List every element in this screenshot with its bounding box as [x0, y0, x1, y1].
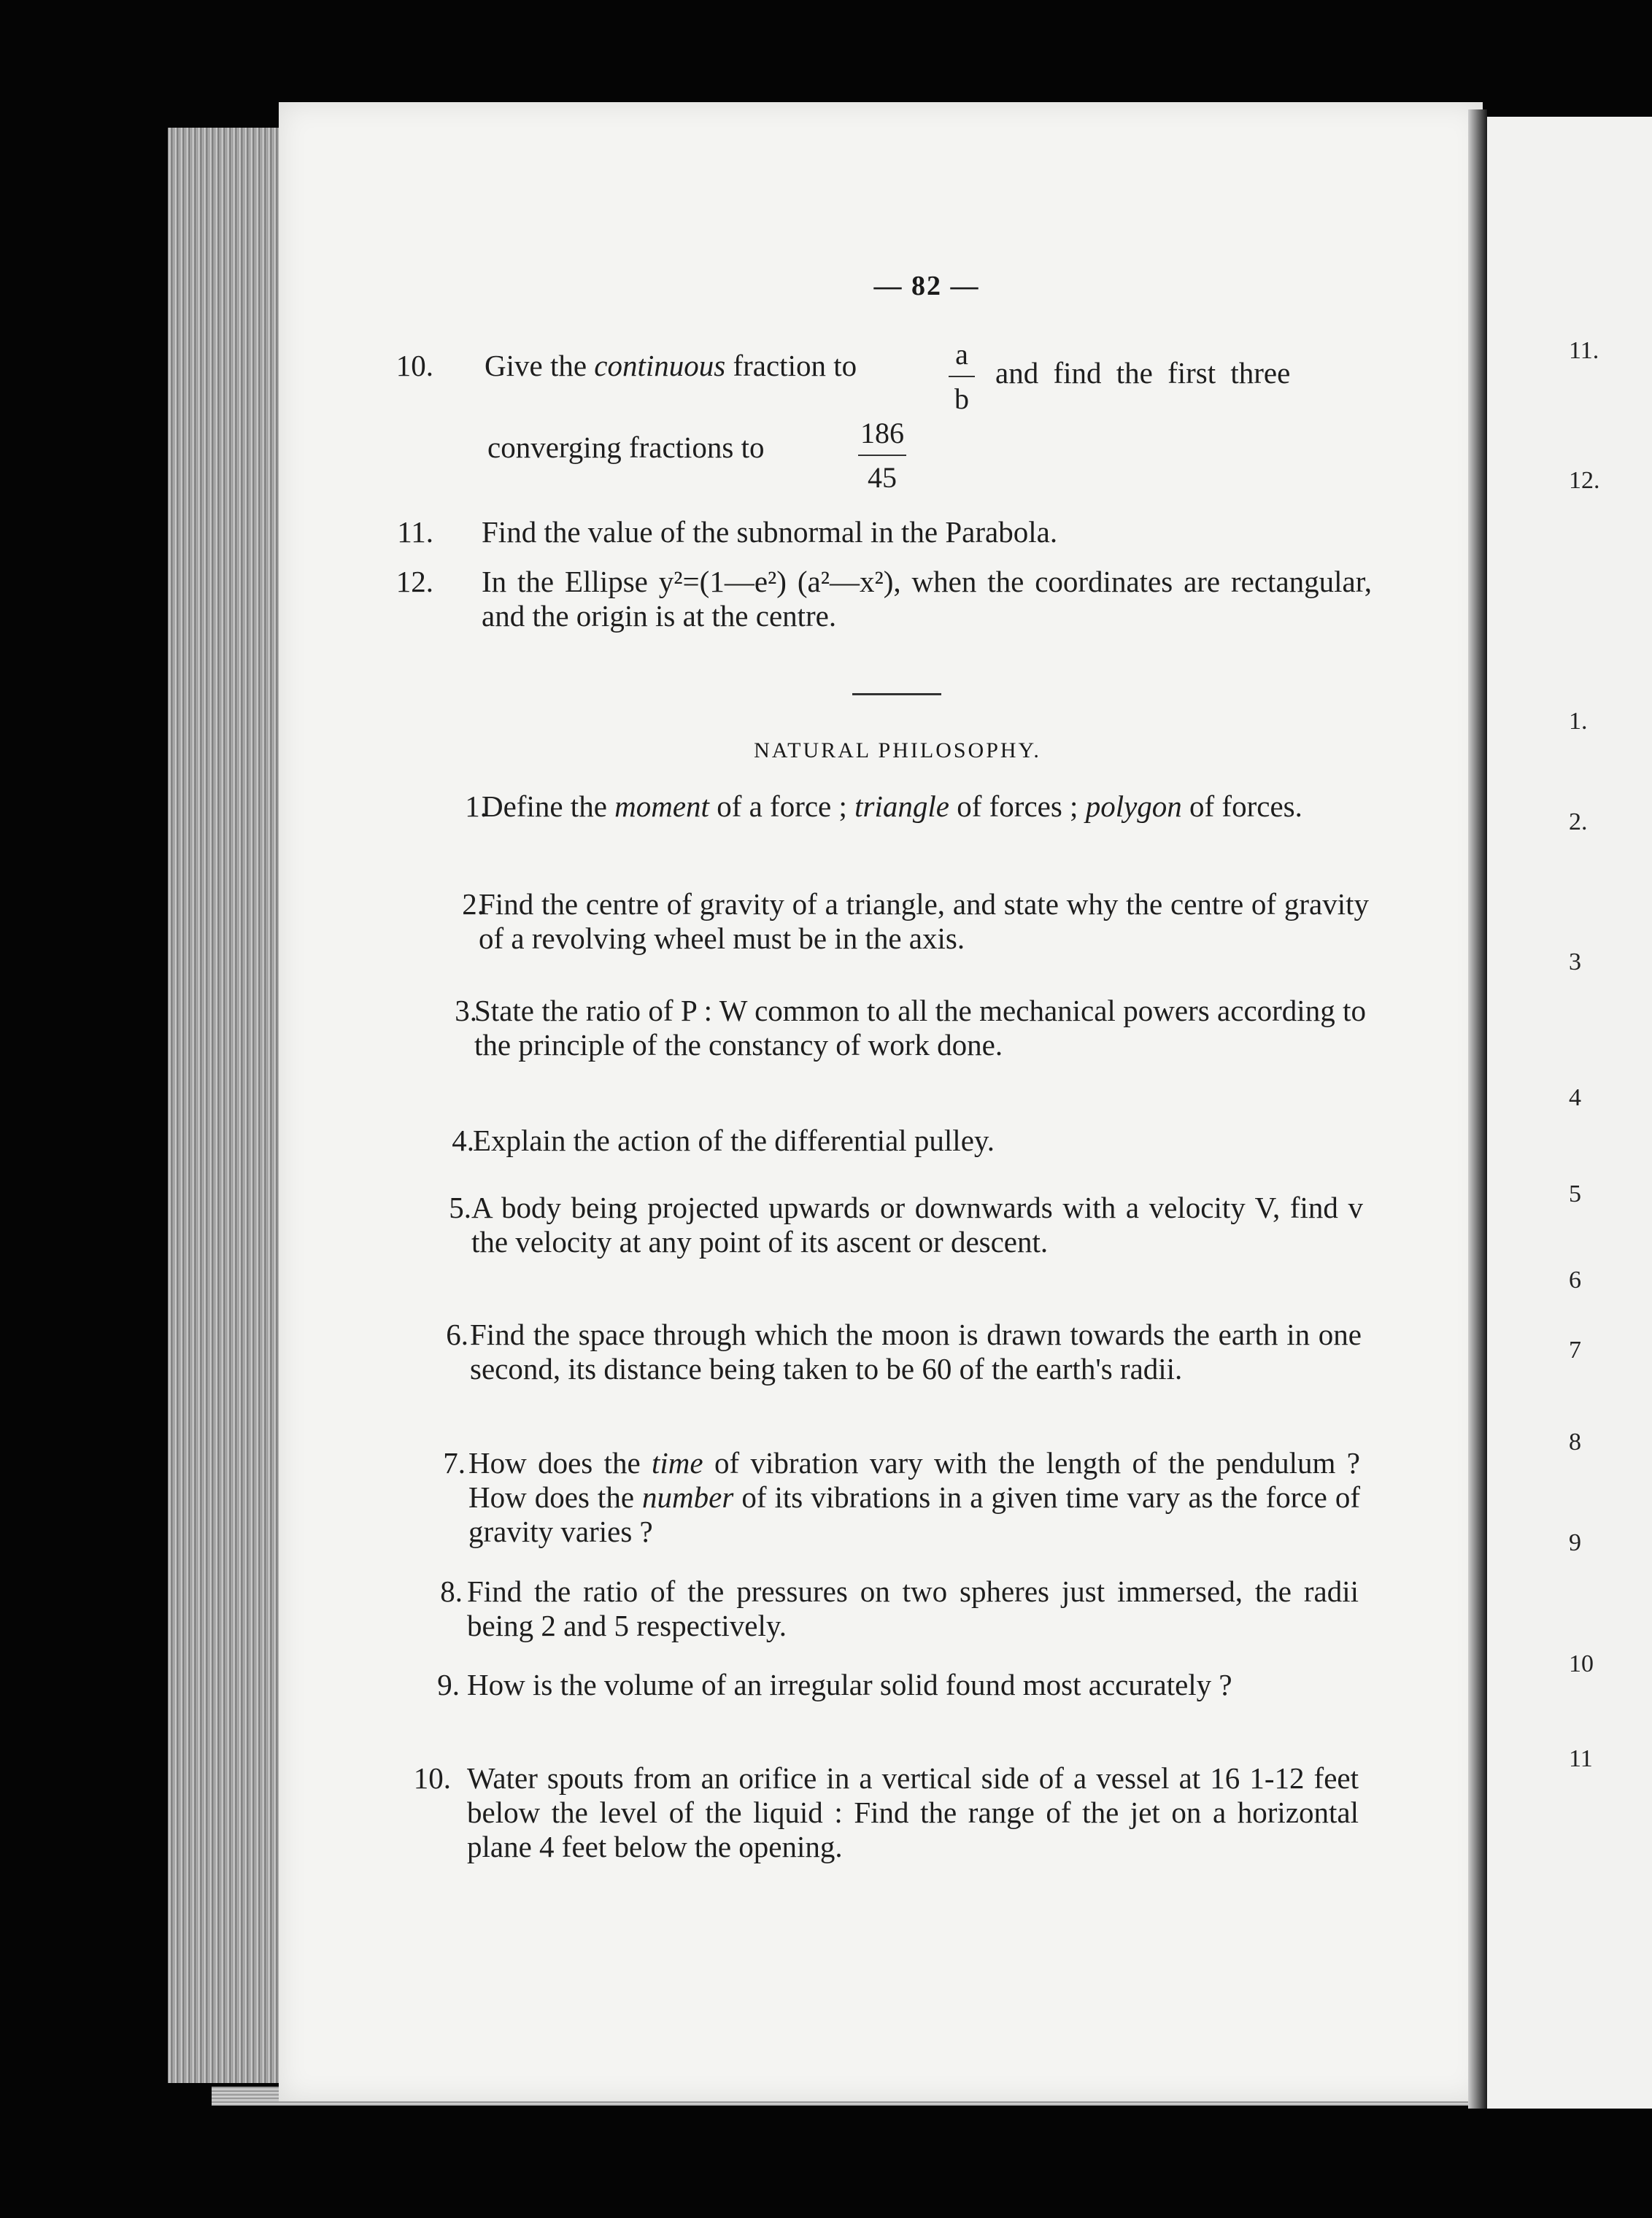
adjacent-page-number: 6: [1569, 1267, 1581, 1294]
question-number: 12.: [395, 565, 433, 598]
book-gutter: [1468, 109, 1487, 2109]
question-number: 6.: [446, 1318, 468, 1351]
question-number: 1.: [465, 789, 487, 823]
question-number: 11.: [397, 515, 433, 549]
adjacent-page-number: 5: [1569, 1181, 1581, 1207]
adjacent-page-number: 11: [1569, 1745, 1593, 1772]
question-text: Water spouts from an orifice in a vertical side of a vessel at 16 1-12 feet below the level of the liquid : Find the range of the jet on a horizontal plane 4 feet below the opening.: [467, 1761, 1359, 1863]
adjacent-page-number: 12.: [1569, 467, 1600, 494]
section-title: NATURAL PHILOSOPHY.: [754, 738, 1041, 762]
section-divider: [852, 693, 941, 695]
question-text: How is the volume of an irregular solid found most accurately ?: [467, 1668, 1232, 1701]
question-number: 4.: [452, 1124, 474, 1157]
question-text-continued: and find the first three: [995, 356, 1291, 390]
adjacent-page-number: 7: [1569, 1337, 1581, 1364]
question-text: State the ratio of P : W common to all the mechanical powers according to the principle of the constancy of work done.: [474, 994, 1366, 1062]
question-number: 5.: [449, 1191, 471, 1224]
adjacent-page-number: 8: [1569, 1429, 1581, 1456]
question-text: Explain the action of the differential pulley.: [473, 1124, 995, 1157]
adjacent-page-number: 1.: [1569, 708, 1588, 735]
question-number: 9.: [437, 1668, 460, 1701]
fraction-186-over-45: 186 45: [858, 416, 906, 495]
question-text: Find the ratio of the pressures on two spheres just immersed, the radii being 2 and 5 respectively.: [467, 1574, 1359, 1642]
question-text: How does the time of vibration vary with the length of the pendulum ? How does the number of its vibrations in a given time vary as the force of gravity varies ?: [468, 1446, 1360, 1548]
adjacent-page-number: 2.: [1569, 808, 1588, 835]
adjacent-page: [1487, 117, 1652, 2109]
question-text: Find the space through which the moon is drawn towards the earth in one second, its distance being taken to be 60 of the earth's radii.: [470, 1318, 1362, 1386]
adjacent-page-number: 4: [1569, 1084, 1581, 1111]
question-number: 7.: [443, 1446, 466, 1480]
question-number: 10.: [413, 1761, 451, 1795]
question-text: Give the continuous fraction to: [485, 349, 857, 382]
question-text: A body being projected upwards or downwards with a velocity V, find v the velocity at any point of its ascent or descent.: [471, 1191, 1363, 1259]
question-number: 2.: [462, 887, 485, 921]
question-text: Find the value of the subnormal in the Parabola.: [482, 515, 1058, 549]
question-number: 10.: [395, 349, 433, 382]
question-number: 3.: [455, 994, 477, 1027]
question-text: In the Ellipse y²=(1—e²) (a²—x²), when the coordinates are rectangular, and the origin is at the centre.: [482, 565, 1372, 633]
adjacent-page-number: 3: [1569, 948, 1581, 975]
adjacent-page-number: 10: [1569, 1650, 1594, 1677]
book-page-edges: [168, 128, 281, 2083]
question-text-line2: converging fractions to: [487, 430, 765, 464]
question-text: Find the centre of gravity of a triangle, and state why the centre of gravity of a revolving wheel must be in the axis.: [479, 887, 1369, 955]
page-number: — 82 —: [873, 271, 980, 301]
fraction-a-over-b: a b: [949, 337, 975, 416]
question-number: 8.: [440, 1574, 463, 1608]
question-text: Define the moment of a force ; triangle of forces ; polygon of forces.: [482, 789, 1302, 823]
adjacent-page-number: 11.: [1569, 337, 1599, 364]
adjacent-page-number: 9: [1569, 1529, 1581, 1556]
